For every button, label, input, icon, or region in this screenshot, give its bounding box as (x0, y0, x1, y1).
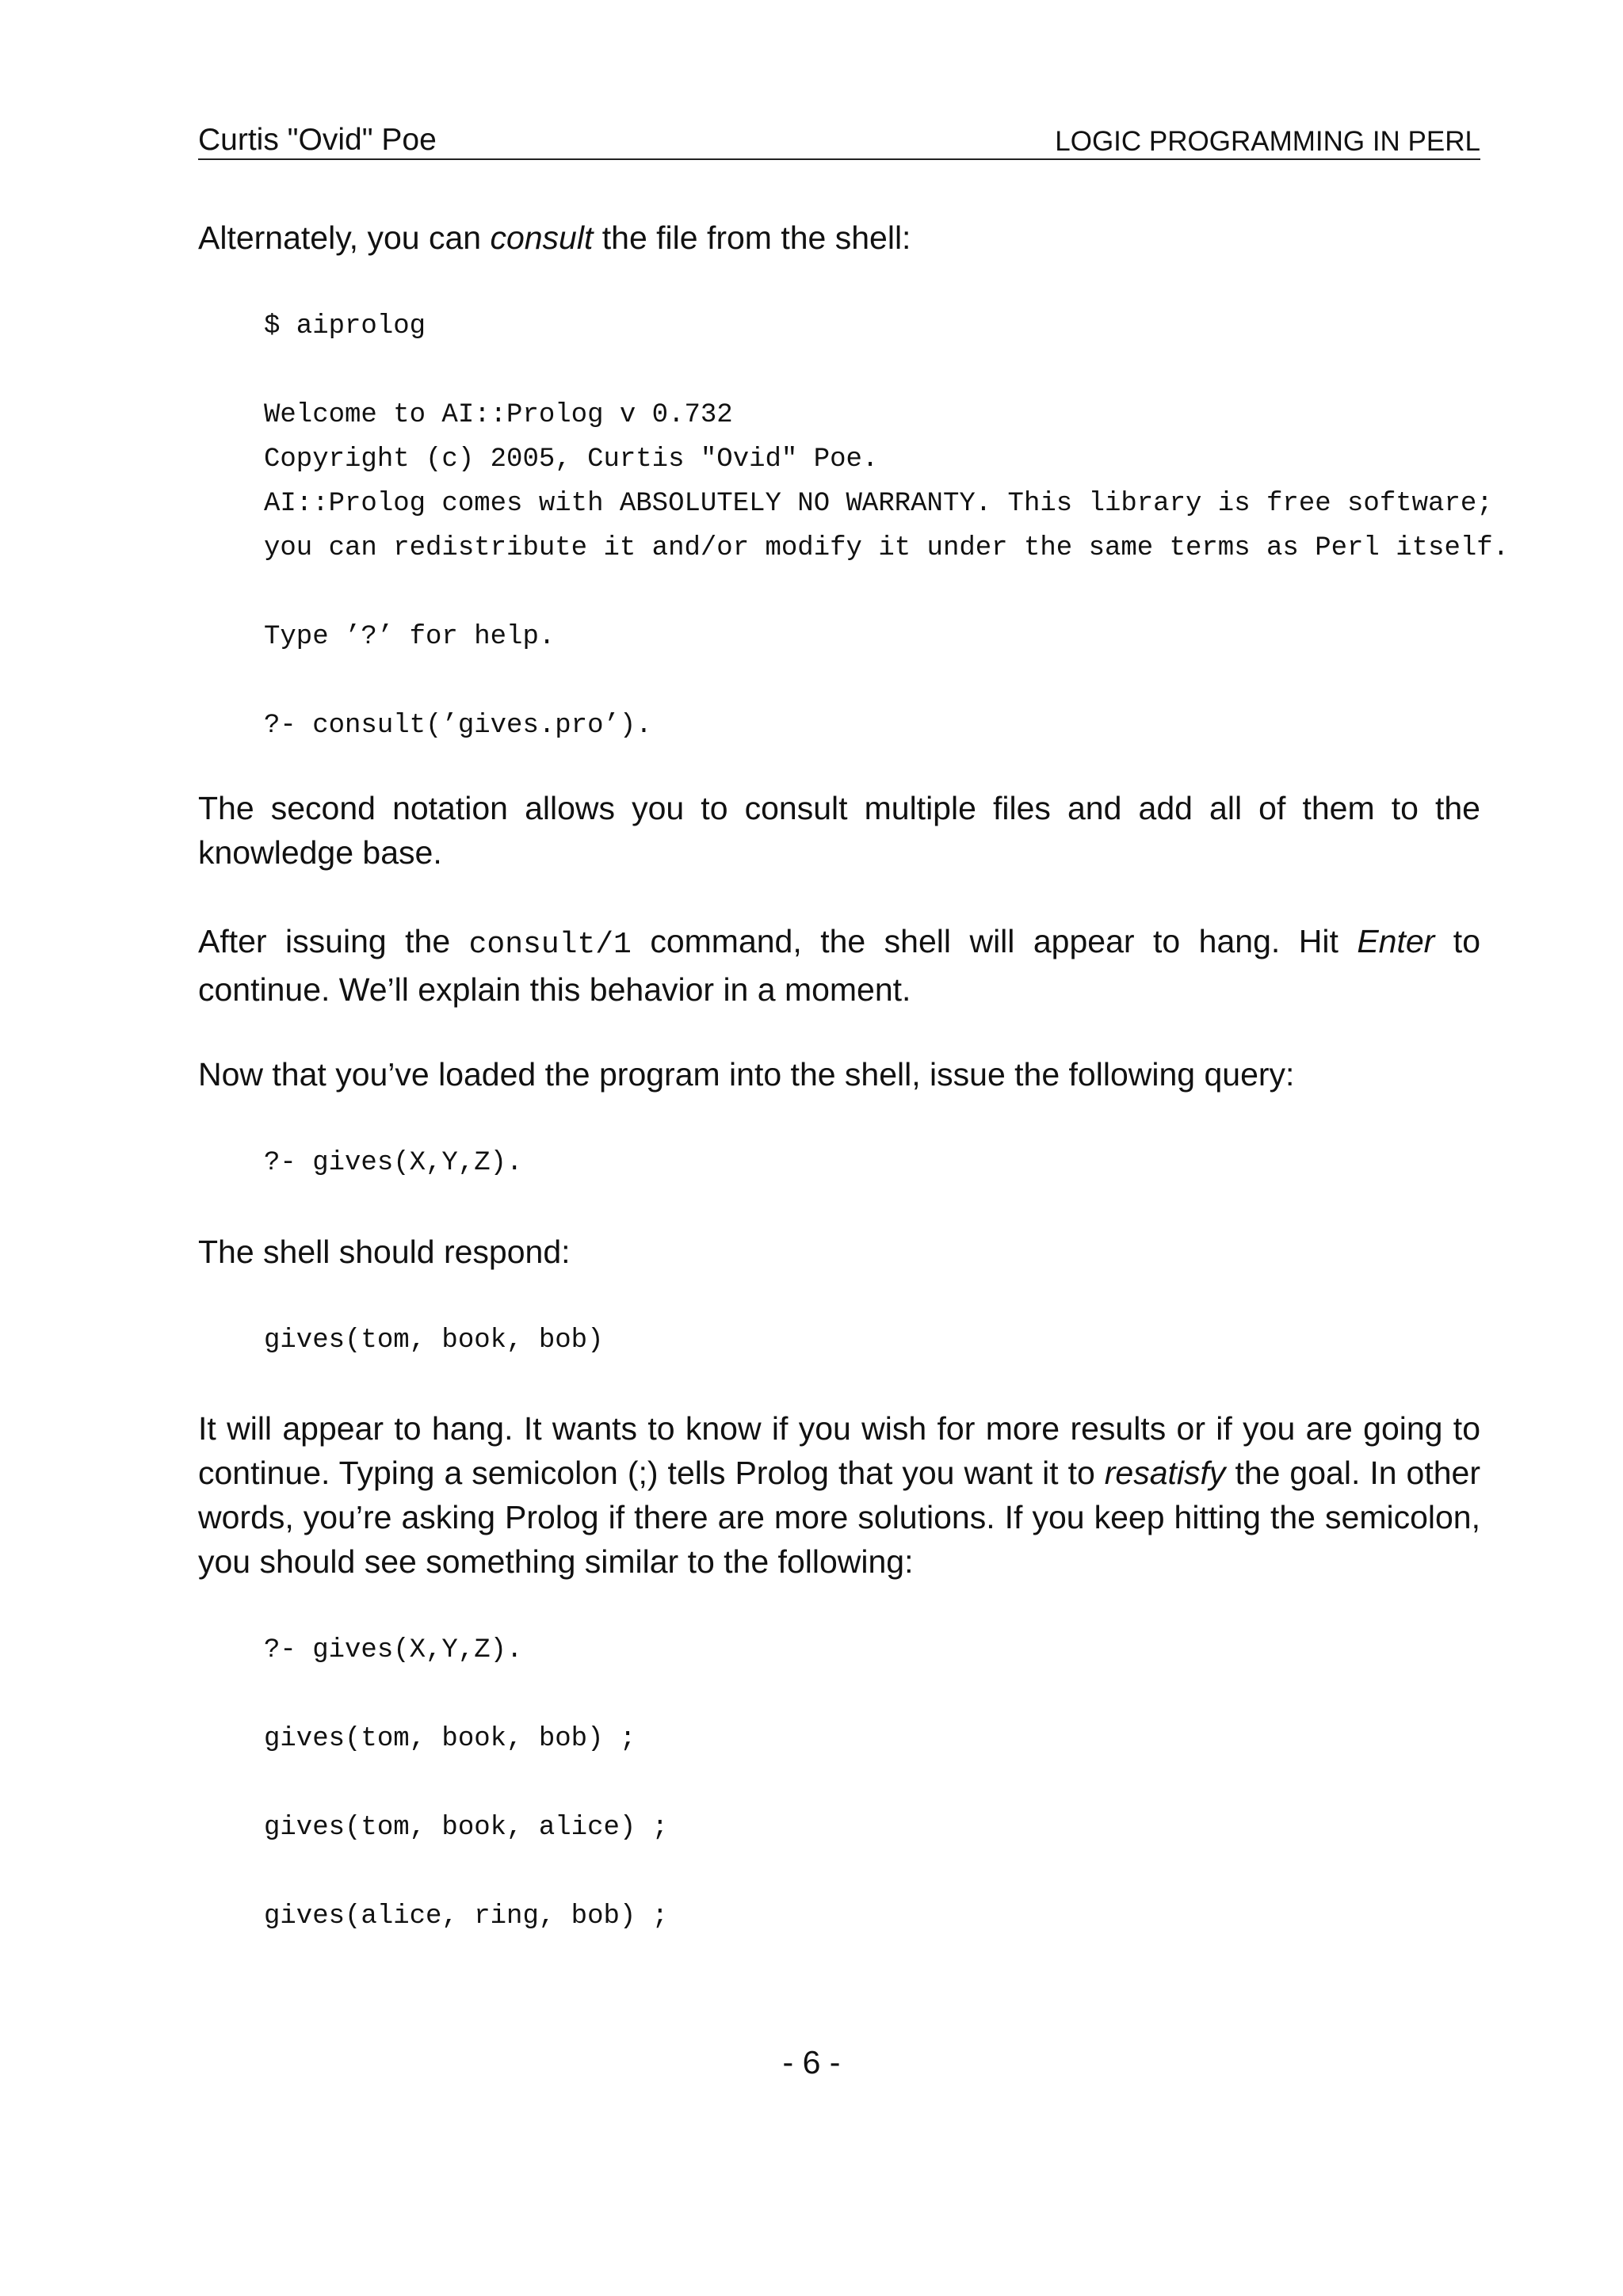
inline-code-consult: consult/1 (468, 928, 632, 962)
code-response: gives(tom, book, bob) (264, 1325, 604, 1356)
paragraph-second-notation: The second notation allows you to consult multiple files and add all of them to the knowledge base. (198, 790, 1480, 871)
code-result-line: gives(tom, book, bob) ; (264, 1724, 636, 1754)
code-license-line: you can redistribute it and/or modify it under the same terms as Perl itself. (264, 533, 1510, 563)
header-title: LOGIC PROGRAMMING IN PERL (1055, 126, 1480, 157)
code-welcome-line: Welcome to AI::Prolog v 0.732 (264, 400, 733, 430)
paragraph-text: the file from the shell: (593, 219, 911, 256)
emphasis-enter: Enter (1357, 923, 1435, 959)
code-help-line: Type ’?’ for help. (264, 622, 556, 652)
code-results-query: ?- gives(X,Y,Z). (264, 1635, 523, 1665)
paragraph-issue-query: Now that you’ve loaded the program into the shell, issue the following query: (198, 1056, 1295, 1093)
paragraph-text: the goal. In other words, you’re asking Prolog if there are more solutions. If you keep hitting the semicolon, you should see something similar to the following: (198, 1455, 1480, 1580)
emphasis-consult: consult (490, 219, 594, 256)
code-copyright-line: Copyright (c) 2005, Curtis "Ovid" Poe. (264, 444, 879, 475)
code-warranty-line: AI::Prolog comes with ABSOLUTELY NO WARRANTY. This library is free software; (264, 489, 1493, 519)
code-result-line: gives(tom, book, alice) ; (264, 1813, 669, 1843)
header-author: Curtis "Ovid" Poe (198, 123, 437, 157)
paragraph-text: It will appear to hang. It wants to know if you wish for more results or if you are going to continue. Typing a semicolon (;) tells Prolog that you want it to (198, 1410, 1480, 1491)
paragraph-after-consult (198, 919, 1480, 1012)
paragraph-text: command, the shell will appear to hang. Hit (631, 923, 1358, 959)
paragraph-text: to continue. We’ll explain this behavior in a moment. (198, 923, 1480, 1008)
code-aiprolog-command: $ aiprolog (264, 311, 426, 341)
code-consult-line: ?- consult(’gives.pro’). (264, 711, 652, 741)
paragraph-text: After issuing the (198, 923, 469, 959)
page-header (198, 116, 1480, 160)
emphasis-resatisfy: resatisfy (1104, 1455, 1226, 1491)
paragraph-shell-respond: The shell should respond: (198, 1234, 571, 1270)
paragraph-consult-intro (198, 215, 1480, 260)
paragraph-text: Alternately, you can (198, 219, 491, 256)
paragraph-resatisfy (198, 1406, 1480, 1584)
code-result-line: gives(alice, ring, bob) ; (264, 1901, 669, 1932)
code-query: ?- gives(X,Y,Z). (264, 1148, 523, 1178)
page-number: - 6 - (782, 2044, 841, 2081)
